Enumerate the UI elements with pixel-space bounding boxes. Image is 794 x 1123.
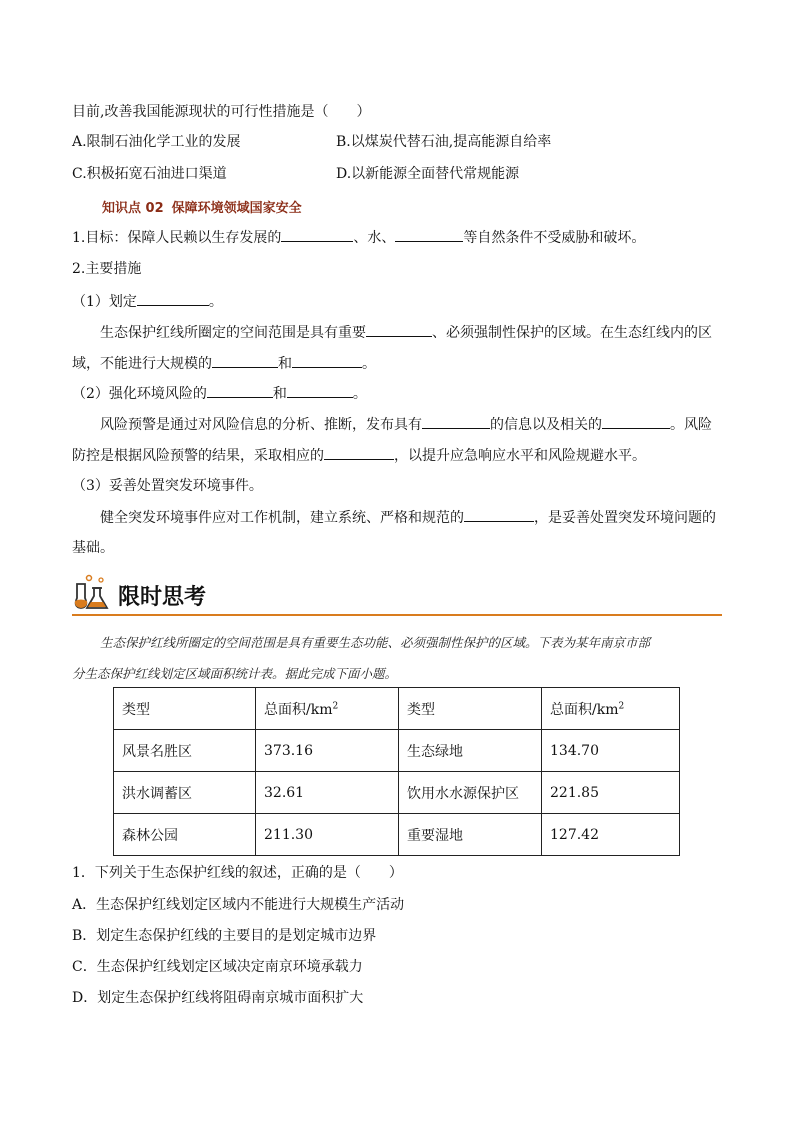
measures-heading: 2.主要措施 — [72, 261, 142, 277]
fill-blank[interactable] — [207, 384, 273, 398]
para-1-line-1 — [100, 323, 712, 342]
table-cell: 洪水调蓄区 — [114, 772, 256, 814]
question-stem: 目前,改善我国能源现状的可行性措施是（ ） — [72, 104, 371, 120]
question-1-option-b: B．划定生态保护红线的主要目的是划定城市边界 — [72, 928, 377, 944]
measure-2-end: 。 — [352, 386, 367, 402]
para-1-text-2: 、必须强制性保护的区域。在生态红线内的区 — [432, 325, 712, 341]
goal-text-3: 等自然条件不受威胁和破坏。 — [463, 230, 646, 246]
para-2-text-5: ，以提升应急响应水平和风险规避水平。 — [394, 448, 646, 464]
header-area-2 — [542, 688, 680, 730]
table-cell: 127.42 — [542, 814, 680, 856]
header-area-text: 总面积/km — [264, 701, 333, 718]
area-statistics-table — [113, 687, 680, 856]
table-cell: 重要湿地 — [399, 814, 542, 856]
fill-blank[interactable] — [395, 228, 463, 242]
lab-flask-icon — [72, 574, 112, 612]
para-3-line-1 — [100, 508, 716, 527]
exercise-intro-2: 分生态保护红线划定区域面积统计表。据此完成下面小题。 — [72, 666, 398, 681]
table-cell: 134.70 — [542, 730, 680, 772]
option-d: D.以新能源全面替代常规能源 — [336, 166, 520, 182]
knowledge-point-title: 保障环境领域国家安全 — [171, 201, 302, 216]
goal-line — [72, 228, 645, 247]
table-cell: 373.16 — [256, 730, 399, 772]
fill-blank[interactable] — [287, 384, 353, 398]
option-b: B.以煤炭代替石油,提高能源自给率 — [336, 134, 552, 150]
option-c: C.积极拓宽石油进口渠道 — [72, 166, 227, 182]
measure-1-end: 。 — [208, 294, 223, 310]
measure-3: （3）妥善处置突发环境事件。 — [72, 478, 263, 494]
para-2-line-1 — [100, 415, 712, 434]
fill-blank[interactable] — [292, 354, 362, 368]
table-cell: 饮用水水源保护区 — [399, 772, 542, 814]
table-cell: 生态绿地 — [399, 730, 542, 772]
goal-text-1: 1.目标：保障人民赖以生存发展的 — [72, 230, 282, 246]
header-type-2: 类型 — [399, 688, 542, 730]
question-1-option-d: D．划定生态保护红线将阻碍南京城市面积扩大 — [72, 990, 364, 1006]
knowledge-point-heading — [102, 197, 302, 216]
fill-blank[interactable] — [324, 446, 394, 460]
fill-blank[interactable] — [281, 228, 353, 242]
para-1-text-3: 域，不能进行大规模的 — [72, 356, 212, 372]
para-1-line-2 — [72, 354, 376, 373]
para-3-line-2: 基础。 — [72, 540, 114, 556]
para-1-text-4: 和 — [278, 356, 292, 372]
measure-2-and: 和 — [272, 386, 287, 402]
fill-blank[interactable] — [464, 508, 534, 522]
table-cell: 221.85 — [542, 772, 680, 814]
question-1-option-c: C．生态保护红线划定区域决定南京环境承载力 — [72, 959, 363, 975]
para-1-text-1: 生态保护红线所圈定的空间范围是具有重要 — [100, 325, 366, 341]
section-header — [72, 574, 722, 616]
header-area-sup: 2 — [618, 700, 625, 711]
table-header-row — [114, 688, 680, 730]
table-cell: 森林公园 — [114, 814, 256, 856]
para-2-text-3: 。风险 — [670, 417, 712, 433]
measure-1-text: （1）划定 — [72, 294, 137, 310]
para-2-text-2: 的信息以及相关的 — [490, 417, 602, 433]
fill-blank[interactable] — [137, 292, 209, 306]
exercise-intro-1: 生态保护红线所圈定的空间范围是具有重要生态功能、必须强制性保护的区域。下表为某年南京市部 — [100, 635, 651, 650]
para-3-text-1: 健全突发环境事件应对工作机制，建立系统、严格和规范的 — [100, 510, 464, 526]
fill-blank[interactable] — [212, 354, 278, 368]
section-title: 限时思考 — [118, 585, 207, 610]
table-row — [114, 814, 680, 856]
fill-blank[interactable] — [366, 323, 432, 337]
para-1-text-5: 。 — [362, 356, 376, 372]
measure-2-text: （2）强化环境风险的 — [72, 386, 207, 402]
header-area-1 — [256, 688, 399, 730]
measure-2 — [72, 384, 367, 403]
question-1-option-a: A．生态保护红线划定区域内不能进行大规模生产活动 — [72, 897, 405, 913]
table-cell: 211.30 — [256, 814, 399, 856]
header-area-sup: 2 — [332, 700, 339, 711]
para-2-line-2 — [72, 446, 646, 465]
para-2-text-1: 风险预警是通过对风险信息的分析、推断，发布具有 — [100, 417, 422, 433]
para-2-text-4: 防控是根据风险预警的结果，采取相应的 — [72, 448, 324, 464]
knowledge-point-tag: 知识点 02 — [102, 201, 164, 216]
para-3-text-2: ，是妥善处置突发环境问题的 — [534, 510, 716, 526]
measure-1 — [72, 292, 223, 311]
table-row — [114, 730, 680, 772]
option-a: A.限制石油化学工业的发展 — [72, 134, 241, 150]
table-cell: 32.61 — [256, 772, 399, 814]
table-row — [114, 772, 680, 814]
question-1-stem: 1．下列关于生态保护红线的叙述，正确的是（ ） — [72, 865, 403, 881]
fill-blank[interactable] — [602, 415, 670, 429]
header-area-text: 总面积/km — [550, 701, 619, 718]
goal-text-2: 、水、 — [353, 230, 396, 246]
table-cell: 风景名胜区 — [114, 730, 256, 772]
fill-blank[interactable] — [422, 415, 490, 429]
header-type-1: 类型 — [114, 688, 256, 730]
